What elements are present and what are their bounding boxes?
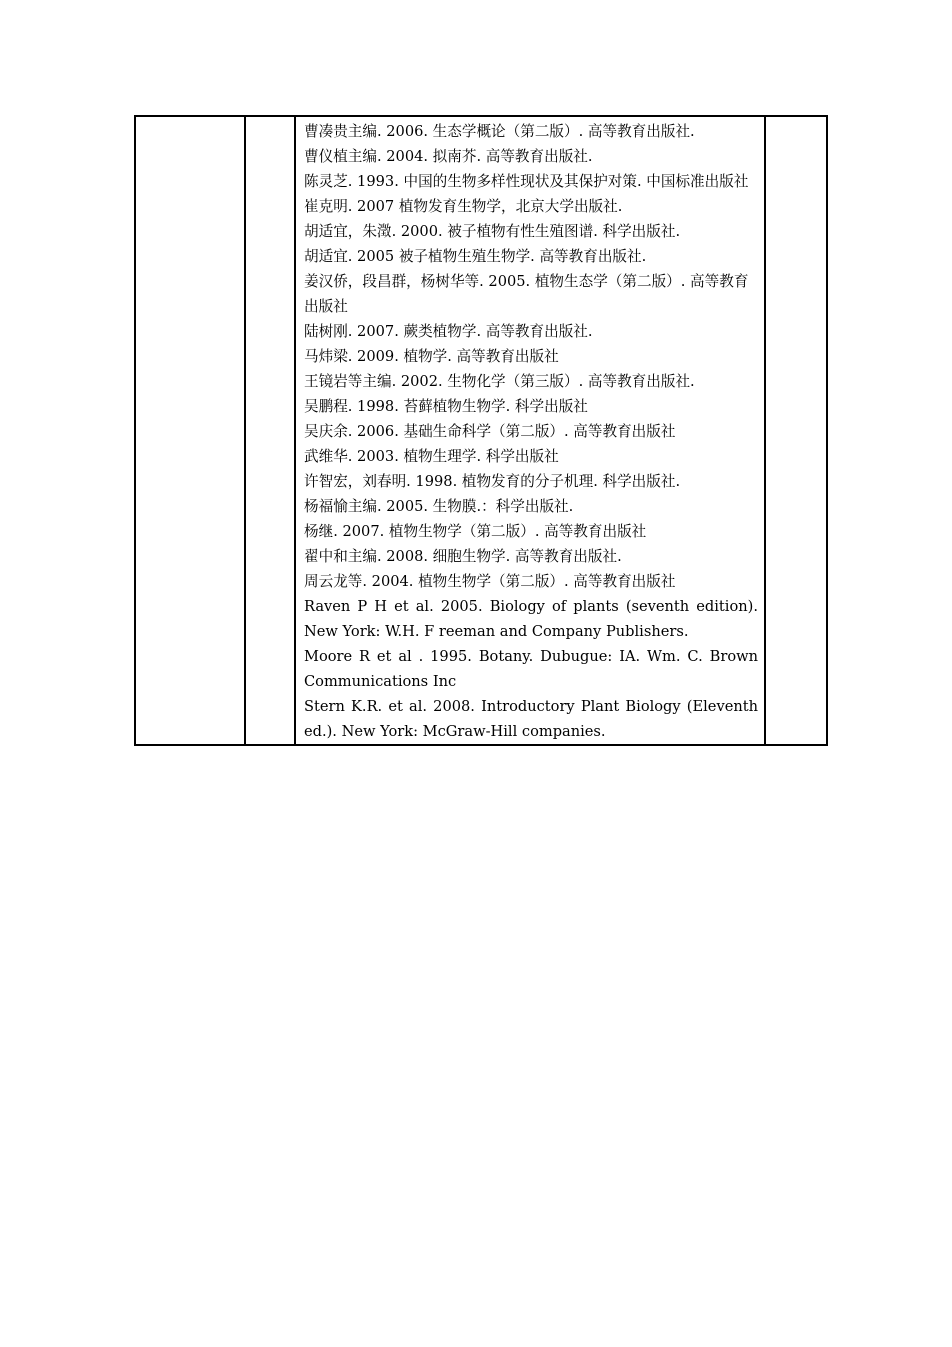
- reference-item: 武维华. 2003. 植物生理学. 科学出版社: [304, 448, 559, 465]
- empty-cell-1: [135, 116, 245, 745]
- empty-cell-2: [245, 116, 295, 745]
- empty-cell-4: [765, 116, 827, 745]
- reference-item: 胡适宜. 2005 被子植物生殖生物学. 高等教育出版社.: [304, 248, 647, 265]
- references-cell: [295, 116, 765, 745]
- reference-item: 陈灵芝. 1993. 中国的生物多样性现状及其保护对策. 中国标准出版社: [304, 173, 749, 190]
- reference-item: 胡适宜，朱澂. 2000. 被子植物有性生殖图谱. 科学出版社.: [304, 223, 681, 240]
- reference-item: 杨继. 2007. 植物生物学（第二版）. 高等教育出版社: [304, 523, 647, 540]
- reference-item: 周云龙等. 2004. 植物生物学（第二版）. 高等教育出版社: [304, 573, 676, 590]
- reference-item: 王镜岩等主编. 2002. 生物化学（第三版）. 高等教育出版社.: [304, 373, 695, 390]
- reference-item: Stern K.R. et al. 2008. Introductory Plant Biology (Eleventh ed.). New York: McGraw-Hill companies.: [304, 698, 758, 740]
- reference-item: 马炜梁. 2009. 植物学. 高等教育出版社: [304, 348, 559, 365]
- reference-item: Moore R et al . 1995. Botany. Dubugue: IA. Wm. C. Brown Communications Inc: [304, 648, 758, 690]
- table-row: [135, 116, 827, 745]
- reference-table: [134, 115, 828, 746]
- reference-item: 陆树刚. 2007. 蕨类植物学. 高等教育出版社.: [304, 323, 593, 340]
- reference-item: 翟中和主编. 2008. 细胞生物学. 高等教育出版社.: [304, 548, 622, 565]
- reference-item: 姜汉侨，段昌群，杨树华等. 2005. 植物生态学（第二版）. 高等教育出版社: [304, 273, 749, 315]
- reference-item: Raven P H et al. 2005. Biology of plants (seventh edition). New York: W.H. F reeman and Company Publishers.: [304, 598, 758, 640]
- reference-item: 许智宏，刘春明. 1998. 植物发育的分子机理. 科学出版社.: [304, 473, 681, 490]
- reference-item: 吴庆余. 2006. 基础生命科学（第二版）. 高等教育出版社: [304, 423, 676, 440]
- reference-item: 曹仪植主编. 2004. 拟南芥. 高等教育出版社.: [304, 148, 593, 165]
- reference-item: 崔克明. 2007 植物发育生物学，北京大学出版社.: [304, 198, 623, 215]
- reference-item: 吴鹏程. 1998. 苔藓植物生物学. 科学出版社: [304, 398, 588, 415]
- reference-item: 杨福愉主编. 2005. 生物膜.：科学出版社.: [304, 498, 574, 515]
- reference-item: 曹凑贵主编. 2006. 生态学概论（第二版）. 高等教育出版社.: [304, 123, 695, 140]
